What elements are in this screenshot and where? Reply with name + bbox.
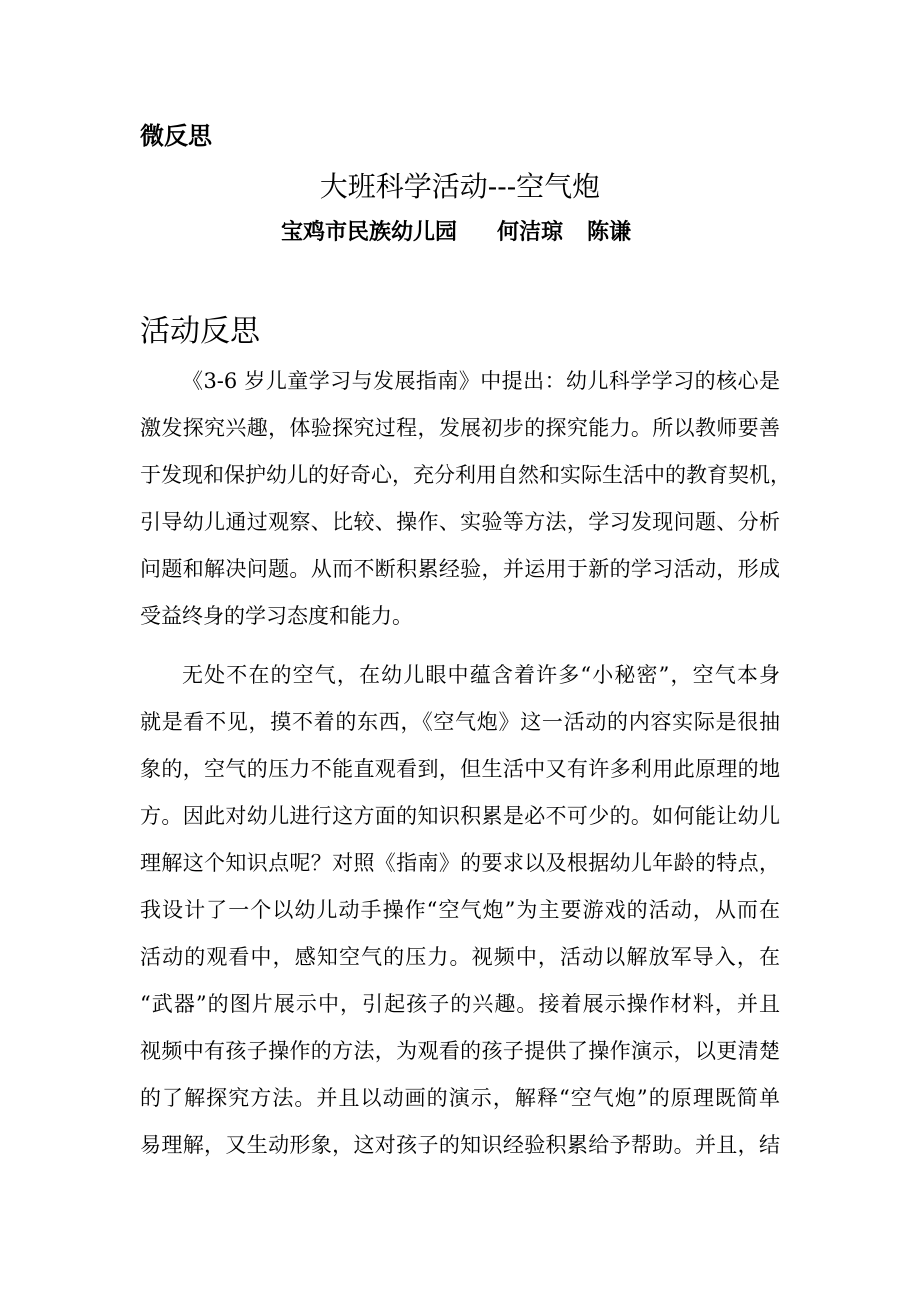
paragraph-line: 就是看不见，摸不着的东西，《空气炮》这一活动的内容实际是很抽	[140, 710, 780, 734]
paragraph-line: 引导幼儿通过观察、比较、操作、实验等方法，学习发现问题、分析	[140, 510, 780, 534]
institution-name: 宝鸡市民族幼儿园	[281, 219, 458, 245]
author-name: 陈谦	[587, 219, 632, 245]
paragraph-line: 易理解，又生动形象，这对孩子的知识经验积累给予帮助。并且，结	[140, 1133, 780, 1157]
paragraph-line: “武器”的图片展示中，引起孩子的兴趣。接着展示操作材料，并且	[140, 992, 780, 1016]
paragraph-line: 视频中有孩子操作的方法，为观看的孩子提供了操作演示，以更清楚	[140, 1039, 780, 1063]
paragraph-line: 受益终身的学习态度和能力。	[140, 604, 413, 628]
paragraph-line: 方。因此对幼儿进行这方面的知识积累是必不可少的。如何能让幼儿	[140, 804, 780, 828]
paragraph-line: 问题和解决问题。从而不断积累经验，并运用于新的学习活动，形成	[140, 557, 780, 581]
author-name: 何洁琼	[497, 219, 564, 245]
document-label: 微反思	[140, 121, 212, 150]
paragraph-line: 我设计了一个以幼儿动手操作“空气炮”为主要游戏的活动，从而在	[140, 898, 780, 922]
paragraph-line: 《3-6 岁儿童学习与发展指南》中提出：幼儿科学学习的核心是	[182, 369, 780, 393]
paragraph-line: 理解这个知识点呢？对照《指南》的要求以及根据幼儿年龄的特点，	[140, 851, 780, 875]
paragraph-line: 激发探究兴趣，体验探究过程，发展初步的探究能力。所以教师要善	[140, 416, 780, 440]
section-heading: 活动反思	[140, 314, 260, 349]
paragraph-line: 活动的观看中，感知空气的压力。视频中，活动以解放军导入，在	[140, 945, 780, 969]
paragraph-line: 于发现和保护幼儿的好奇心，充分利用自然和实际生活中的教育契机，	[140, 463, 791, 487]
document-title: 大班科学活动---空气炮	[319, 170, 601, 203]
paragraph-line: 的了解探究方法。并且以动画的演示，解释“空气炮”的原理既简单	[140, 1086, 780, 1110]
author-line	[281, 214, 631, 250]
paragraph-line: 无处不在的空气，在幼儿眼中蕴含着许多“小秘密”，空气本身	[182, 663, 780, 687]
paragraph-line: 象的，空气的压力不能直观看到，但生活中又有许多利用此原理的地	[140, 757, 780, 781]
